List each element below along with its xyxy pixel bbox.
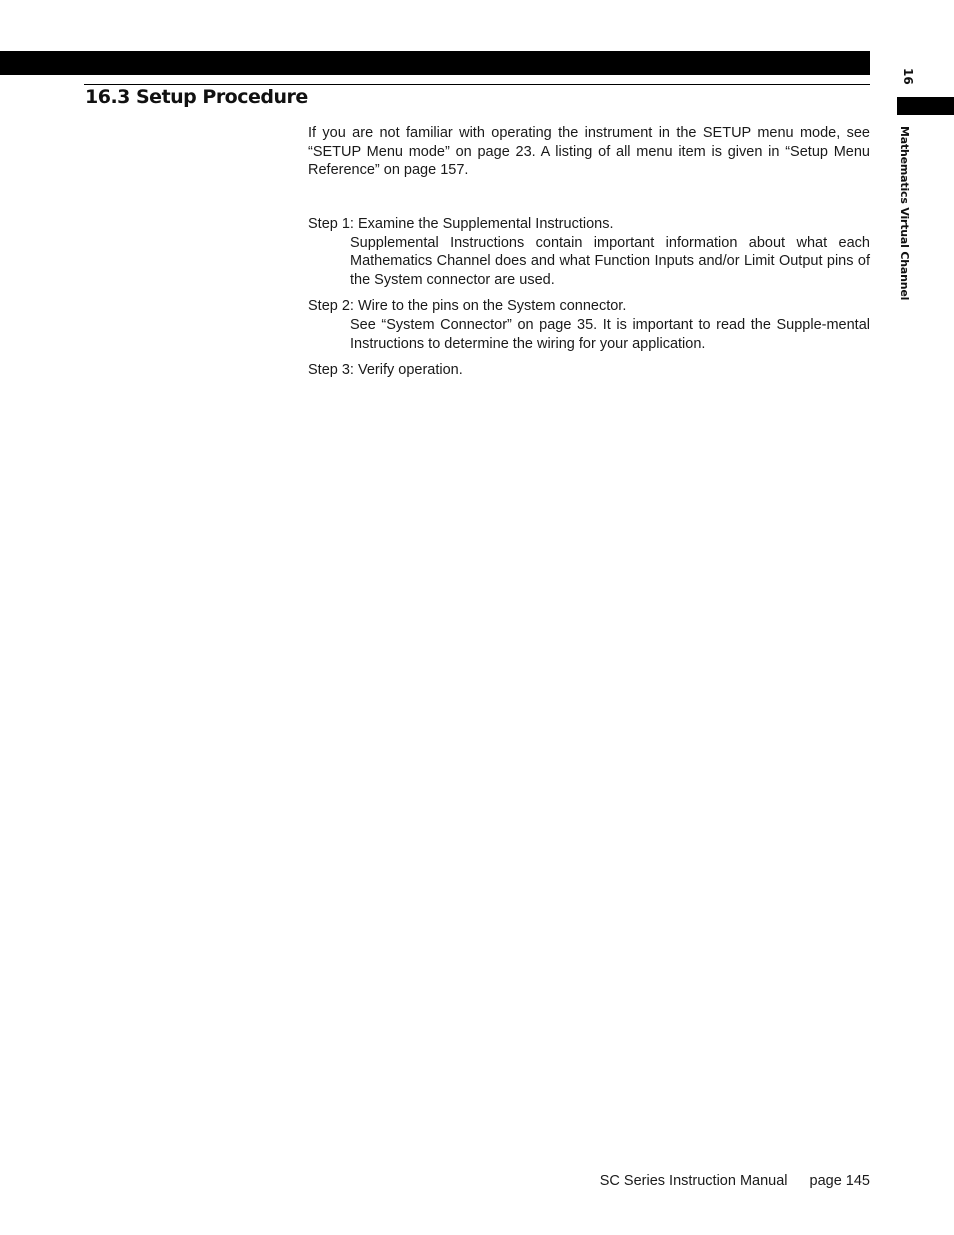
step-title: Step 3: Verify operation. — [308, 362, 463, 379]
step-3 — [308, 361, 870, 380]
section-title: 16.3 Setup Procedure — [85, 86, 308, 108]
manual-name: SC Series Instruction Manual — [599, 1173, 788, 1189]
step-1 — [308, 215, 870, 289]
header-bar — [0, 51, 870, 75]
step-title: Step 2: Wire to the pins on the System connector. — [308, 298, 627, 315]
intro-paragraph: If you are not familiar with operating the instrument in the SETUP menu mode, see “SETUP Menu mode” on page 23. A listing of all menu item is given in “Setup Menu Reference” on page 157. — [308, 125, 870, 179]
chapter-tab — [897, 97, 954, 115]
steps-list — [308, 215, 870, 388]
chapter-title: Mathematics Virtual Channel — [898, 126, 911, 301]
step-detail: See “System Connector” on page 35. It is important to read the Supple-mental Instructions to determine the wiring for your application. — [350, 316, 870, 352]
step-detail: Supplemental Instructions contain important information about what each Mathematics Channel does and what Function Inputs and/or Limit Output pins of the System connector are used. — [350, 234, 870, 288]
step-title: Step 1: Examine the Supplemental Instructions. — [308, 216, 614, 232]
page-number: page 145 — [809, 1173, 870, 1189]
step-2 — [308, 297, 870, 353]
page-footer — [600, 1173, 870, 1189]
heading-rule — [84, 84, 870, 85]
chapter-number: 16 — [901, 68, 915, 85]
